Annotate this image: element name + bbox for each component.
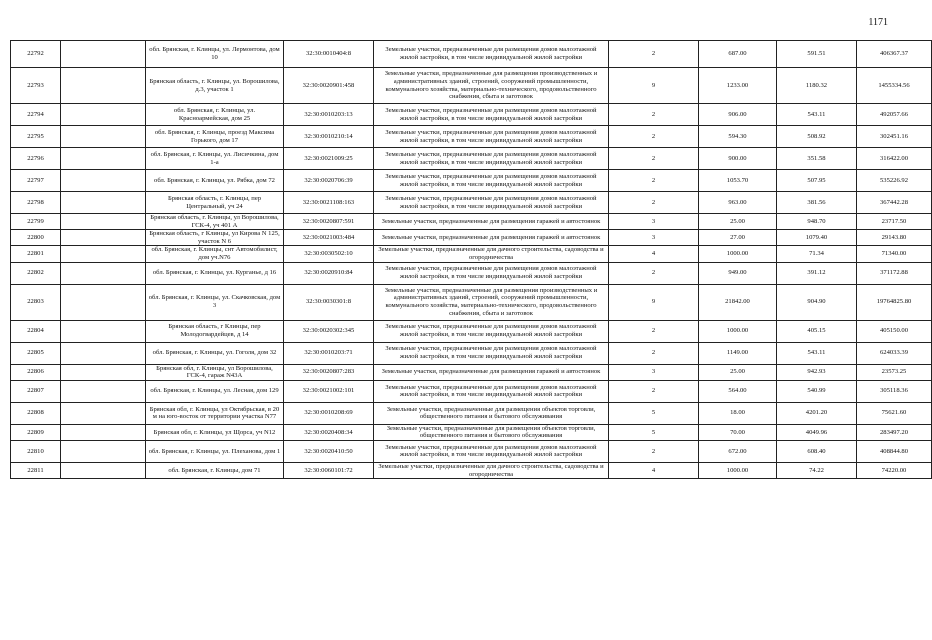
cell-empty — [61, 126, 146, 148]
table-row — [11, 364, 932, 380]
cell-empty — [61, 41, 146, 68]
cell-cadastral-number: 32:30:0020302:345 — [284, 320, 374, 342]
cell-permitted-use: Земельные участки, предназначенные для дачного строительства, садоводства и огородничества — [374, 246, 609, 262]
cell-permitted-use: Земельные участки, предназначенные для дачного строительства, садоводства и огородничества — [374, 462, 609, 478]
cell-cadastral-value: 305118.36 — [857, 380, 932, 402]
cell-specific-value: 4049.96 — [777, 424, 857, 440]
cell-cadastral-value: 492057.66 — [857, 104, 932, 126]
cell-address: Брянская обл, г. Клинцы, ул Щорса, уч N12 — [146, 424, 284, 440]
table-row — [11, 342, 932, 364]
cell-cadastral-number: 32:30:0021009:25 — [284, 148, 374, 170]
cell-area: 564.00 — [699, 380, 777, 402]
cell-cadastral-number: 32:30:0020807:591 — [284, 214, 374, 230]
cell-address: Брянская область, г. Клинцы, ул. Ворошилова, д.3, участок 1 — [146, 68, 284, 104]
cell-use-group: 9 — [609, 284, 699, 320]
cell-empty — [61, 462, 146, 478]
cell-specific-value: 74.22 — [777, 462, 857, 478]
cell-cadastral-value: 29143.80 — [857, 230, 932, 246]
cell-permitted-use: Земельные участки, предназначенные для размещения домов малоэтажной жилой застройки, в том числе индивидуальной жилой застройки — [374, 41, 609, 68]
cell-area: 672.00 — [699, 440, 777, 462]
page-number: 1171 — [868, 17, 888, 28]
table-row — [11, 126, 932, 148]
table-row — [11, 41, 932, 68]
cell-cadastral-number: 32:30:0010404:8 — [284, 41, 374, 68]
cell-number: 22794 — [11, 104, 61, 126]
cell-specific-value: 543.11 — [777, 104, 857, 126]
cell-cadastral-value: 23573.25 — [857, 364, 932, 380]
cell-use-group: 2 — [609, 104, 699, 126]
cell-address: обл. Брянская, г. Клинцы, ул. Лисичкина, дом 1-а — [146, 148, 284, 170]
cell-number: 22796 — [11, 148, 61, 170]
cell-area: 594.30 — [699, 126, 777, 148]
cell-address: обл. Брянская, г. Клинцы, ул. Лермонтова, дом 10 — [146, 41, 284, 68]
cell-cadastral-value: 371172.88 — [857, 262, 932, 284]
cell-number: 22804 — [11, 320, 61, 342]
cell-area: 1233.00 — [699, 68, 777, 104]
cell-cadastral-value: 405150.00 — [857, 320, 932, 342]
cell-specific-value: 391.12 — [777, 262, 857, 284]
cell-use-group: 2 — [609, 126, 699, 148]
cell-empty — [61, 380, 146, 402]
cell-cadastral-value: 23717.50 — [857, 214, 932, 230]
cell-cadastral-value: 75621.60 — [857, 402, 932, 424]
cell-area: 949.00 — [699, 262, 777, 284]
cell-use-group: 9 — [609, 68, 699, 104]
cell-number: 22809 — [11, 424, 61, 440]
table-row — [11, 440, 932, 462]
cell-cadastral-number: 32:30:0010203:13 — [284, 104, 374, 126]
cell-address: обл. Брянская, г. Клинцы, ул. Красноармейская, дом 25 — [146, 104, 284, 126]
cell-use-group: 2 — [609, 320, 699, 342]
cell-specific-value: 591.51 — [777, 41, 857, 68]
cell-cadastral-number: 32:30:0020910:84 — [284, 262, 374, 284]
cell-empty — [61, 262, 146, 284]
cell-use-group: 5 — [609, 402, 699, 424]
cell-permitted-use: Земельные участки, предназначенные для размещения объектов торговли, общественного питания и бытового обслуживания — [374, 402, 609, 424]
table-row — [11, 104, 932, 126]
cell-cadastral-number: 32:30:0021002:101 — [284, 380, 374, 402]
cell-permitted-use: Земельные участки, предназначенные для размещения домов малоэтажной жилой застройки, в том числе индивидуальной жилой застройки — [374, 192, 609, 214]
cell-address: Брянская область, г. Клинцы, ул Ворошилова, ГСК-4, уч 401 А — [146, 214, 284, 230]
cell-use-group: 2 — [609, 342, 699, 364]
cell-number: 22803 — [11, 284, 61, 320]
cell-address: обл. Брянская, г. Клинцы, снт Автомобилист, дом уч.N76 — [146, 246, 284, 262]
cell-empty — [61, 246, 146, 262]
cell-empty — [61, 192, 146, 214]
cell-specific-value: 1180.32 — [777, 68, 857, 104]
cell-permitted-use: Земельные участки, предназначенные для размещения домов малоэтажной жилой застройки, в том числе индивидуальной жилой застройки — [374, 342, 609, 364]
cell-number: 22805 — [11, 342, 61, 364]
cell-empty — [61, 320, 146, 342]
cell-empty — [61, 104, 146, 126]
cell-empty — [61, 284, 146, 320]
cell-cadastral-number: 32:30:0021108:163 — [284, 192, 374, 214]
cell-number: 22792 — [11, 41, 61, 68]
cell-specific-value: 4201.20 — [777, 402, 857, 424]
cell-cadastral-number: 32:30:0060101:72 — [284, 462, 374, 478]
cell-permitted-use: Земельные участки, предназначенные для размещения гаражей и автостоянок — [374, 214, 609, 230]
table-row — [11, 320, 932, 342]
cell-use-group: 2 — [609, 440, 699, 462]
cell-number: 22811 — [11, 462, 61, 478]
table-row — [11, 170, 932, 192]
cell-cadastral-number: 32:30:0020807:283 — [284, 364, 374, 380]
cell-address: Брянская область, г Клинцы, ул Кирова N 125, участок N 6 — [146, 230, 284, 246]
cell-address: обл. Брянская, г. Клинцы, ул. Лесная, дом 129 — [146, 380, 284, 402]
table-row — [11, 380, 932, 402]
cell-empty — [61, 230, 146, 246]
table-row — [11, 402, 932, 424]
cell-use-group: 4 — [609, 462, 699, 478]
cell-number: 22810 — [11, 440, 61, 462]
cell-address: обл. Брянская, г. Клинцы, ул. Плеханова, дом 1 — [146, 440, 284, 462]
table-row — [11, 262, 932, 284]
cell-empty — [61, 364, 146, 380]
cell-permitted-use: Земельные участки, предназначенные для размещения производственных и административных зданий, строений, сооружений промышленности, коммунального хозяйства, материально-технического, продовольственного снабжения, сбыта и заготовок — [374, 68, 609, 104]
cell-cadastral-value: 624033.39 — [857, 342, 932, 364]
cell-specific-value: 508.92 — [777, 126, 857, 148]
cell-cadastral-value: 408844.80 — [857, 440, 932, 462]
cell-number: 22795 — [11, 126, 61, 148]
cell-specific-value: 1079.40 — [777, 230, 857, 246]
cell-specific-value: 608.40 — [777, 440, 857, 462]
cell-address: обл. Брянская, г. Клинцы, ул. Курганье, д 16 — [146, 262, 284, 284]
cell-address: Брянская обл, г. Клинцы, ул Октябрьская, в 20 м на юго-восток от территории участка N77 — [146, 402, 284, 424]
cell-permitted-use: Земельные участки, предназначенные для размещения гаражей и автостоянок — [374, 230, 609, 246]
cell-area: 1053.70 — [699, 170, 777, 192]
cell-permitted-use: Земельные участки, предназначенные для размещения домов малоэтажной жилой застройки, в том числе индивидуальной жилой застройки — [374, 320, 609, 342]
cell-cadastral-number: 32:30:0020410:50 — [284, 440, 374, 462]
cell-cadastral-number: 32:30:0020901:458 — [284, 68, 374, 104]
table-row — [11, 284, 932, 320]
cell-permitted-use: Земельные участки, предназначенные для размещения гаражей и автостоянок — [374, 364, 609, 380]
cell-area: 963.00 — [699, 192, 777, 214]
cell-use-group: 2 — [609, 380, 699, 402]
cell-address: обл. Брянская, г. Клинцы, ул. Рябка, дом 72 — [146, 170, 284, 192]
cell-area: 25.00 — [699, 214, 777, 230]
cell-number: 22801 — [11, 246, 61, 262]
cell-use-group: 4 — [609, 246, 699, 262]
cell-number: 22799 — [11, 214, 61, 230]
cell-number: 22797 — [11, 170, 61, 192]
cell-cadastral-number: 32:30:0010203:71 — [284, 342, 374, 364]
cell-empty — [61, 424, 146, 440]
cell-address: обл. Брянская, г. Клинцы, дом 71 — [146, 462, 284, 478]
table-row — [11, 148, 932, 170]
cell-cadastral-value: 406367.37 — [857, 41, 932, 68]
cell-address: обл. Брянская, г. Клинцы, ул. Скачковская, дом 3 — [146, 284, 284, 320]
cell-area: 1149.00 — [699, 342, 777, 364]
cell-cadastral-number: 32:30:0010210:14 — [284, 126, 374, 148]
cell-area: 18.00 — [699, 402, 777, 424]
table-row — [11, 214, 932, 230]
cell-permitted-use: Земельные участки, предназначенные для размещения домов малоэтажной жилой застройки, в том числе индивидуальной жилой застройки — [374, 170, 609, 192]
cell-cadastral-number: 32:30:0020706:39 — [284, 170, 374, 192]
table-row — [11, 424, 932, 440]
cell-area: 906.00 — [699, 104, 777, 126]
cell-use-group: 2 — [609, 192, 699, 214]
cell-empty — [61, 440, 146, 462]
cell-use-group: 3 — [609, 364, 699, 380]
cell-number: 22802 — [11, 262, 61, 284]
cell-specific-value: 381.56 — [777, 192, 857, 214]
cell-use-group: 2 — [609, 262, 699, 284]
cell-area: 1000.00 — [699, 462, 777, 478]
cell-permitted-use: Земельные участки, предназначенные для размещения домов малоэтажной жилой застройки, в том числе индивидуальной жилой застройки — [374, 440, 609, 462]
cell-specific-value: 507.95 — [777, 170, 857, 192]
cell-permitted-use: Земельные участки, предназначенные для размещения домов малоэтажной жилой застройки, в том числе индивидуальной жилой застройки — [374, 104, 609, 126]
cell-area: 687.00 — [699, 41, 777, 68]
cell-use-group: 2 — [609, 41, 699, 68]
cell-cadastral-number: 32:30:0021003:484 — [284, 230, 374, 246]
cell-area: 21842.00 — [699, 284, 777, 320]
cell-specific-value: 543.11 — [777, 342, 857, 364]
cell-address: Брянская обл, г. Клинцы, ул Ворошилова, ГСК-4, гараж N43А — [146, 364, 284, 380]
cell-use-group: 2 — [609, 170, 699, 192]
cell-empty — [61, 402, 146, 424]
cell-specific-value: 351.58 — [777, 148, 857, 170]
cell-empty — [61, 170, 146, 192]
cell-cadastral-value: 535226.92 — [857, 170, 932, 192]
cell-number: 22807 — [11, 380, 61, 402]
cell-cadastral-value: 302451.16 — [857, 126, 932, 148]
cell-specific-value: 948.70 — [777, 214, 857, 230]
table-body — [11, 41, 932, 479]
cell-number: 22800 — [11, 230, 61, 246]
cell-empty — [61, 148, 146, 170]
cell-specific-value: 942.93 — [777, 364, 857, 380]
cell-cadastral-number: 32:30:0010208:69 — [284, 402, 374, 424]
table-row — [11, 68, 932, 104]
cell-address: Брянская область, г. Клинцы, пер Центральный, уч 24 — [146, 192, 284, 214]
cell-area: 70.00 — [699, 424, 777, 440]
cell-address: Брянская область, г Клинцы, пер Молодогвардейцев, д 14 — [146, 320, 284, 342]
cell-number: 22793 — [11, 68, 61, 104]
cell-specific-value: 904.90 — [777, 284, 857, 320]
cell-number: 22808 — [11, 402, 61, 424]
cell-area: 1000.00 — [699, 246, 777, 262]
cell-area: 1000.00 — [699, 320, 777, 342]
cell-number: 22806 — [11, 364, 61, 380]
table-row — [11, 230, 932, 246]
cell-address: обл. Брянская, г. Клинцы, ул. Гоголя, дом 32 — [146, 342, 284, 364]
cell-use-group: 3 — [609, 230, 699, 246]
cell-cadastral-value: 367442.28 — [857, 192, 932, 214]
cell-cadastral-number: 32:30:0030301:8 — [284, 284, 374, 320]
cell-area: 27.00 — [699, 230, 777, 246]
cell-empty — [61, 68, 146, 104]
cell-cadastral-value: 316422.00 — [857, 148, 932, 170]
cadastral-value-table — [10, 40, 932, 479]
cell-specific-value: 71.34 — [777, 246, 857, 262]
cell-cadastral-value: 71340.00 — [857, 246, 932, 262]
cell-cadastral-value: 74220.00 — [857, 462, 932, 478]
cell-use-group: 2 — [609, 148, 699, 170]
table-row — [11, 462, 932, 478]
cell-use-group: 5 — [609, 424, 699, 440]
cell-cadastral-value: 19764825.80 — [857, 284, 932, 320]
cell-number: 22798 — [11, 192, 61, 214]
cell-area: 900.00 — [699, 148, 777, 170]
cell-cadastral-value: 1455334.56 — [857, 68, 932, 104]
cell-address: обл. Брянская, г. Клинцы, проезд Максима Горького, дом 17 — [146, 126, 284, 148]
cell-cadastral-number: 32:30:0030502:10 — [284, 246, 374, 262]
cell-use-group: 3 — [609, 214, 699, 230]
cell-specific-value: 405.15 — [777, 320, 857, 342]
cell-permitted-use: Земельные участки, предназначенные для размещения производственных и административных зданий, строений, сооружений промышленности, коммунального хозяйства, материально-технического, продовольственного снабжения, сбыта и заготовок — [374, 284, 609, 320]
cell-cadastral-number: 32:30:0020408:34 — [284, 424, 374, 440]
cell-permitted-use: Земельные участки, предназначенные для размещения домов малоэтажной жилой застройки, в том числе индивидуальной жилой застройки — [374, 380, 609, 402]
cell-permitted-use: Земельные участки, предназначенные для размещения домов малоэтажной жилой застройки, в том числе индивидуальной жилой застройки — [374, 148, 609, 170]
cell-empty — [61, 342, 146, 364]
cell-permitted-use: Земельные участки, предназначенные для размещения объектов торговли, общественного питания и бытового обслуживания — [374, 424, 609, 440]
cell-cadastral-value: 283497.20 — [857, 424, 932, 440]
table-row — [11, 246, 932, 262]
cell-area: 25.00 — [699, 364, 777, 380]
table-row — [11, 192, 932, 214]
cell-permitted-use: Земельные участки, предназначенные для размещения домов малоэтажной жилой застройки, в том числе индивидуальной жилой застройки — [374, 262, 609, 284]
cell-permitted-use: Земельные участки, предназначенные для размещения домов малоэтажной жилой застройки, в том числе индивидуальной жилой застройки — [374, 126, 609, 148]
cell-specific-value: 540.99 — [777, 380, 857, 402]
cell-empty — [61, 214, 146, 230]
